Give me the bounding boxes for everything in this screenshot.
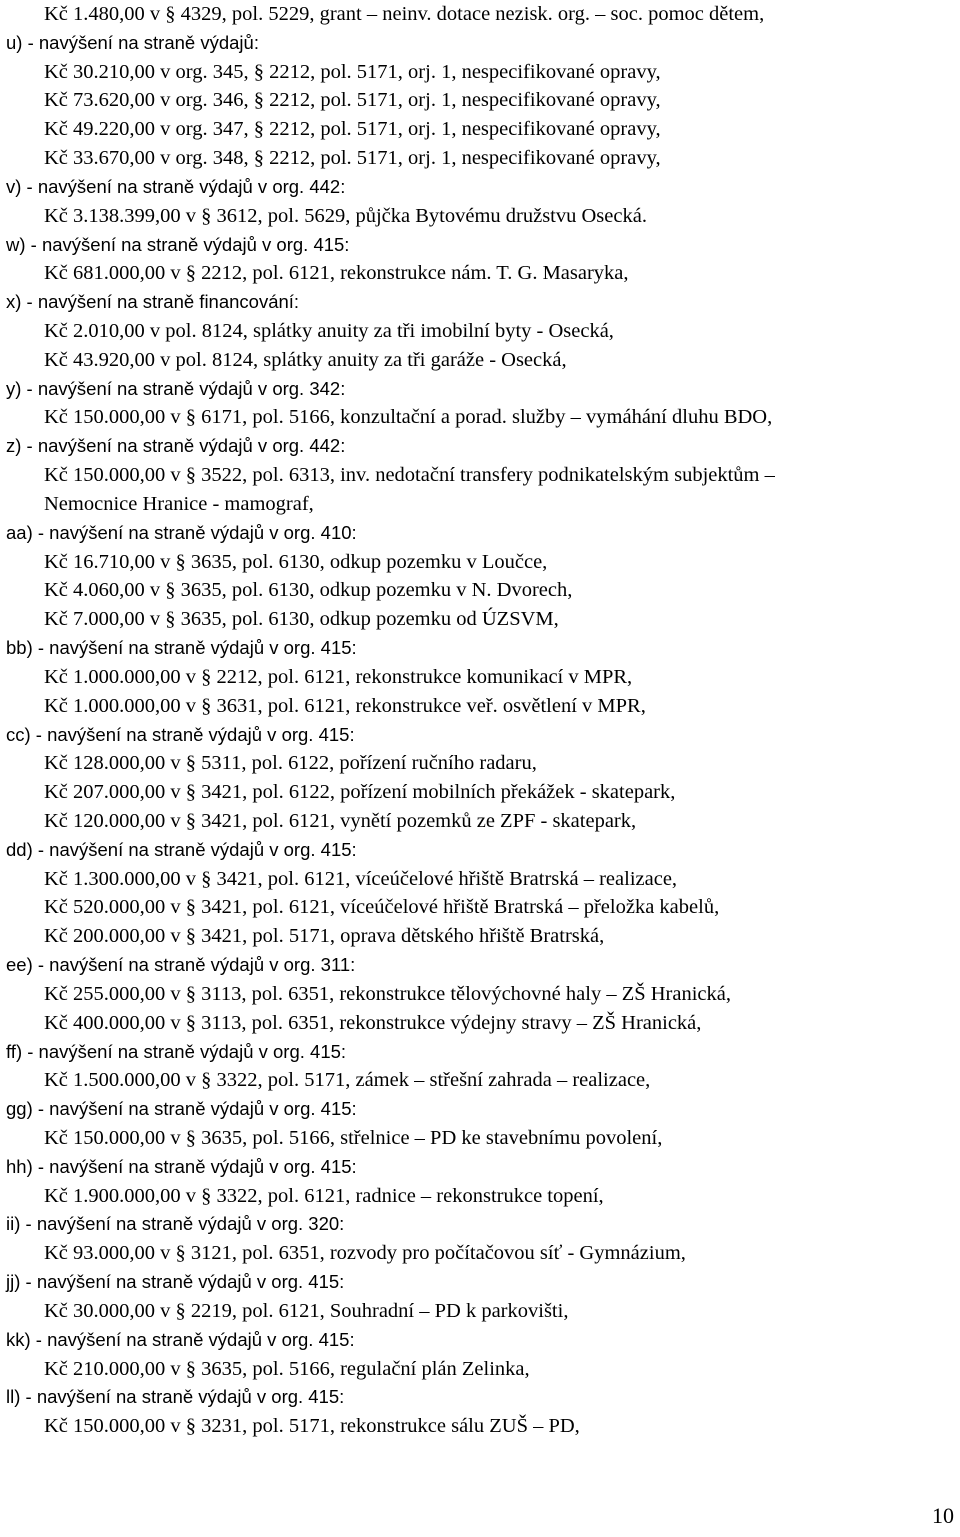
budget-item-line: Kč 681.000,00 v § 2212, pol. 6121, rekonstrukce nám. T. G. Masaryka,	[44, 262, 629, 285]
section-heading: z) - navýšení na straně výdajů v org. 442:	[6, 435, 346, 457]
budget-item-line: Kč 150.000,00 v § 3522, pol. 6313, inv. nedotační transfery podnikatelským subjektům –	[44, 464, 775, 487]
budget-item-line: Kč 49.220,00 v org. 347, § 2212, pol. 5171, orj. 1, nespecifikované opravy,	[44, 118, 661, 141]
budget-item-line: Kč 210.000,00 v § 3635, pol. 5166, regulační plán Zelinka,	[44, 1357, 530, 1380]
section-heading: aa) - navýšení na straně výdajů v org. 410:	[6, 521, 357, 543]
section-heading: ee) - navýšení na straně výdajů v org. 311:	[6, 954, 356, 976]
budget-item-line: Kč 150.000,00 v § 3635, pol. 5166, střelnice – PD ke stavebnímu povolení,	[44, 1126, 663, 1149]
budget-item-line: Kč 3.138.399,00 v § 3612, pol. 5629, půjčka Bytovému družstvu Osecká.	[44, 204, 647, 227]
budget-item-line: Nemocnice Hranice - mamograf,	[44, 492, 314, 515]
budget-item-line: Kč 4.060,00 v § 3635, pol. 6130, odkup pozemku v N. Dvorech,	[44, 579, 573, 602]
budget-item-line: Kč 207.000,00 v § 3421, pol. 6122, pořízení mobilních překážek - skatepark,	[44, 781, 676, 804]
budget-item-line: Kč 2.010,00 v pol. 8124, splátky anuity za tři imobilní byty - Osecká,	[44, 320, 614, 343]
budget-item-line: Kč 150.000,00 v § 6171, pol. 5166, konzultační a porad. služby – vymáhání dluhu BDO,	[44, 406, 773, 429]
budget-item-line: Kč 1.480,00 v § 4329, pol. 5229, grant – neinv. dotace nezisk. org. – soc. pomoc dětem,	[44, 3, 765, 25]
section-heading: jj) - navýšení na straně výdajů v org. 415:	[6, 1271, 345, 1293]
section-heading: bb) - navýšení na straně výdajů v org. 415:	[6, 637, 357, 659]
section-heading: gg) - navýšení na straně výdajů v org. 415:	[6, 1098, 357, 1120]
budget-item-line: Kč 7.000,00 v § 3635, pol. 6130, odkup pozemku od ÚZSVM,	[44, 608, 559, 631]
section-heading: ff) - navýšení na straně výdajů v org. 415:	[6, 1040, 347, 1062]
section-heading: v) - navýšení na straně výdajů v org. 442:	[6, 175, 346, 197]
section-heading: x) - navýšení na straně financování:	[6, 291, 300, 313]
budget-item-line: Kč 400.000,00 v § 3113, pol. 6351, rekonstrukce výdejny stravy – ZŠ Hranická,	[44, 1011, 702, 1034]
section-heading: hh) - navýšení na straně výdajů v org. 415:	[6, 1155, 357, 1177]
budget-item-line: Kč 1.000.000,00 v § 3631, pol. 6121, rekonstrukce veř. osvětlení v MPR,	[44, 694, 646, 717]
budget-item-line: Kč 520.000,00 v § 3421, pol. 6121, víceúčelové hřiště Bratrská – přeložka kabelů,	[44, 896, 720, 919]
budget-item-line: Kč 30.000,00 v § 2219, pol. 6121, Souhradní – PD k parkovišti,	[44, 1299, 569, 1322]
section-heading: y) - navýšení na straně výdajů v org. 342:	[6, 377, 346, 399]
budget-item-line: Kč 150.000,00 v § 3231, pol. 5171, rekonstrukce sálu ZUŠ – PD,	[44, 1415, 580, 1438]
budget-item-line: Kč 1.000.000,00 v § 2212, pol. 6121, rekonstrukce komunikací v MPR,	[44, 665, 633, 688]
budget-item-line: Kč 30.210,00 v org. 345, § 2212, pol. 5171, orj. 1, nespecifikované opravy,	[44, 60, 661, 83]
budget-item-line: Kč 128.000,00 v § 5311, pol. 6122, pořízení ručního radaru,	[44, 752, 537, 775]
budget-item-line: Kč 33.670,00 v org. 348, § 2212, pol. 5171, orj. 1, nespecifikované opravy,	[44, 147, 661, 170]
section-heading: cc) - navýšení na straně výdajů v org. 415:	[6, 723, 355, 745]
budget-item-line: Kč 1.300.000,00 v § 3421, pol. 6121, víceúčelové hřiště Bratrská – realizace,	[44, 867, 678, 890]
budget-item-line: Kč 255.000,00 v § 3113, pol. 6351, rekonstrukce tělovýchovné haly – ZŠ Hranická,	[44, 982, 731, 1005]
section-heading: u) - navýšení na straně výdajů:	[6, 31, 259, 53]
budget-item-line: Kč 1.900.000,00 v § 3322, pol. 6121, radnice – rekonstrukce topení,	[44, 1184, 604, 1207]
budget-item-line: Kč 43.920,00 v pol. 8124, splátky anuity za tři garáže - Osecká,	[44, 348, 567, 371]
budget-item-line: Kč 120.000,00 v § 3421, pol. 6121, vynětí pozemků ze ZPF - skatepark,	[44, 809, 637, 832]
section-heading: dd) - navýšení na straně výdajů v org. 415:	[6, 838, 357, 860]
budget-item-line: Kč 200.000,00 v § 3421, pol. 5171, oprava dětského hřiště Bratrská,	[44, 925, 605, 948]
section-heading: w) - navýšení na straně výdajů v org. 415:	[6, 233, 350, 255]
section-heading: ll) - navýšení na straně výdajů v org. 415:	[6, 1386, 345, 1408]
section-heading: kk) - navýšení na straně výdajů v org. 415:	[6, 1328, 355, 1350]
budget-item-line: Kč 93.000,00 v § 3121, pol. 6351, rozvody pro počítačovou síť - Gymnázium,	[44, 1242, 686, 1265]
budget-item-line: Kč 16.710,00 v § 3635, pol. 6130, odkup pozemku v Loučce,	[44, 550, 548, 573]
budget-item-line: Kč 73.620,00 v org. 346, § 2212, pol. 5171, orj. 1, nespecifikované opravy,	[44, 89, 661, 112]
page-number: 10	[932, 1503, 954, 1528]
budget-item-line: Kč 1.500.000,00 v § 3322, pol. 5171, zámek – střešní zahrada – realizace,	[44, 1069, 651, 1092]
section-heading: ii) - navýšení na straně výdajů v org. 320:	[6, 1213, 345, 1235]
